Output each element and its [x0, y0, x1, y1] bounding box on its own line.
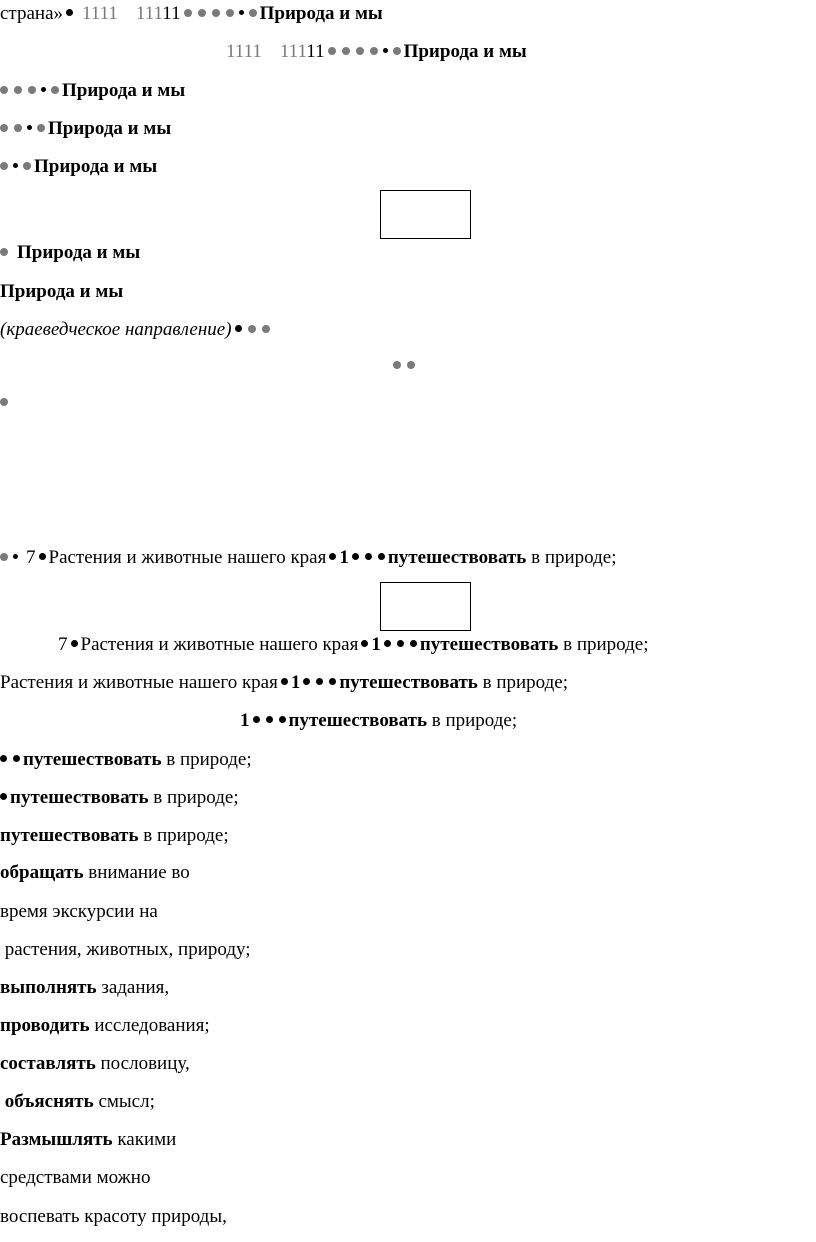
verb: объяснять: [0, 1091, 94, 1112]
line-dot-single: [0, 391, 11, 415]
bullet-black-icon: [71, 640, 78, 647]
verb: путешествовать: [339, 672, 478, 693]
title-priroda: Природа и мы: [259, 3, 383, 24]
verb-rest: смысл;: [93, 1091, 155, 1112]
hours-count: 1: [290, 672, 301, 693]
line-20: [0, 1014, 210, 1038]
body-text: растения, животных, природу;: [0, 939, 251, 960]
text-strana: страна»: [0, 3, 64, 24]
bullet-gray-icon: [226, 9, 234, 17]
body-text: время экскурсии на: [0, 901, 158, 922]
title-priroda: Природа и мы: [48, 118, 172, 139]
topic-text: Растения и животные нашего края: [80, 634, 359, 655]
bullet-black-icon: [378, 553, 385, 560]
bullet-black-small-icon: [239, 10, 244, 15]
bullet-gray-icon: [212, 9, 220, 17]
line-15: [0, 824, 229, 848]
number-111: 111: [279, 41, 307, 62]
bullet-black-icon: [266, 716, 273, 723]
verb: путешествовать: [0, 825, 139, 846]
verb-rest: в природе;: [148, 787, 239, 808]
topic-text: Растения и животные нашего края: [0, 672, 278, 693]
lesson-number: 7: [26, 547, 36, 568]
bullet-black-small-icon: [383, 48, 388, 53]
verb-rest: в природе;: [558, 634, 649, 655]
bullet-gray-icon: [0, 162, 8, 170]
number-1111: 1111: [82, 3, 118, 24]
bullet-gray-icon: [0, 86, 8, 94]
title-priroda: Природа и мы: [403, 41, 527, 62]
bullet-gray-icon: [262, 325, 270, 333]
line-4: [0, 117, 171, 141]
bullet-gray-icon: [0, 398, 8, 406]
bullet-gray-icon: [14, 124, 22, 132]
line-16: [0, 861, 190, 885]
title-priroda: Природа и мы: [62, 80, 186, 101]
number-11: 11: [162, 3, 181, 24]
verb: выполнять: [0, 977, 97, 998]
line-1: [0, 2, 383, 26]
bullet-gray-icon: [198, 9, 206, 17]
bullet-gray-icon: [370, 47, 378, 55]
bullet-gray-icon: [356, 47, 364, 55]
body-text: воспевать красоту природы,: [0, 1206, 227, 1227]
bullet-black-icon: [13, 755, 20, 762]
line-17: [0, 900, 158, 924]
verb: путешествовать: [387, 547, 527, 568]
bullet-gray-icon: [37, 124, 45, 132]
lesson-number: 7: [58, 634, 68, 655]
verb: Размышлять: [0, 1129, 113, 1150]
bullet-gray-icon: [184, 9, 192, 17]
bullet-black-small-icon: [13, 554, 18, 559]
bullet-black-icon: [66, 9, 73, 16]
bullet-black-icon: [410, 640, 417, 647]
bullet-black-small-icon: [41, 87, 46, 92]
bullet-black-icon: [329, 553, 336, 560]
verb: путешествовать: [288, 710, 427, 731]
bullet-gray-icon: [407, 361, 415, 369]
subtitle-kraeved: (краеведческое направление): [0, 319, 232, 340]
bullet-black-icon: [329, 678, 336, 685]
verb-rest: в природе;: [477, 672, 568, 693]
verb-rest: в природе;: [526, 547, 617, 568]
line-18: [0, 938, 251, 962]
bullet-gray-icon: [28, 86, 36, 94]
bullet-gray-icon: [328, 47, 336, 55]
number-111: 111: [135, 3, 163, 24]
bullet-gray-icon: [0, 553, 8, 561]
title-priroda: Природа и мы: [17, 242, 141, 263]
bullet-gray-icon: [342, 47, 350, 55]
bullet-gray-icon: [51, 86, 59, 94]
bullet-black-icon: [281, 678, 288, 685]
number-11: 11: [306, 41, 325, 62]
line-13: [0, 748, 252, 772]
line-24: [0, 1166, 150, 1190]
bullet-gray-icon: [14, 86, 22, 94]
bullet-gray-icon: [393, 47, 401, 55]
body-text: средствами можно: [0, 1167, 151, 1188]
bullet-black-icon: [397, 640, 404, 647]
verb: путешествовать: [23, 749, 162, 770]
verb-rest: какими: [112, 1129, 177, 1150]
line-10: [58, 633, 649, 657]
line-7: [0, 280, 123, 304]
verb-rest: задания,: [96, 977, 170, 998]
title-priroda: Природа и мы: [34, 156, 158, 177]
topic-text: Растения и животные нашего края: [48, 547, 327, 568]
bullet-gray-icon: [393, 361, 401, 369]
bullet-gray-icon: [248, 325, 256, 333]
line-25: [0, 1205, 227, 1229]
line-21: [0, 1052, 190, 1076]
bullet-black-icon: [0, 793, 7, 800]
bullet-black-small-icon: [27, 125, 32, 130]
bullet-gray-icon: [0, 124, 8, 132]
bullet-gray-icon: [0, 248, 8, 256]
bullet-black-icon: [253, 716, 260, 723]
line-dots-center: [390, 354, 418, 378]
line-3: [0, 79, 185, 103]
bullet-black-icon: [365, 553, 372, 560]
verb-rest: в природе;: [161, 749, 252, 770]
line-22: [0, 1090, 155, 1114]
bullet-gray-icon: [249, 9, 257, 17]
verb: путешествовать: [419, 634, 559, 655]
bullet-black-icon: [0, 755, 7, 762]
number-1111: 1111: [226, 41, 262, 62]
line-6: [0, 241, 140, 265]
verb: путешествовать: [10, 787, 149, 808]
title-priroda: Природа и мы: [0, 281, 124, 302]
bullet-black-icon: [352, 553, 359, 560]
bullet-black-icon: [361, 640, 368, 647]
line-19: [0, 976, 169, 1000]
bullet-black-icon: [384, 640, 391, 647]
bullet-black-icon: [39, 553, 46, 560]
verb-rest: в природе;: [427, 710, 518, 731]
empty-frame: [380, 190, 471, 239]
verb-rest: исследования;: [89, 1015, 210, 1036]
empty-frame: [380, 582, 471, 631]
line-12: [240, 709, 517, 733]
bullet-gray-icon: [23, 162, 31, 170]
hours-count: 1: [240, 710, 250, 731]
bullet-black-small-icon: [13, 163, 18, 168]
hours-count: 1: [339, 547, 349, 568]
verb: проводить: [0, 1015, 90, 1036]
line-14: [0, 786, 239, 810]
verb: составлять: [0, 1053, 96, 1074]
verb-rest: пословицу,: [95, 1053, 190, 1074]
verb-rest: внимание во: [83, 862, 190, 883]
line-8: [0, 318, 273, 342]
verb-rest: в природе;: [138, 825, 229, 846]
verb: обращать: [0, 862, 84, 883]
line-2: [226, 40, 527, 64]
bullet-black-icon: [303, 678, 310, 685]
hours-count: 1: [371, 634, 381, 655]
bullet-black-icon: [235, 325, 242, 332]
line-9: [0, 546, 617, 570]
line-11: [0, 671, 568, 695]
bullet-black-icon: [316, 678, 323, 685]
bullet-black-icon: [279, 716, 286, 723]
line-5: [0, 155, 157, 179]
line-23: [0, 1128, 176, 1152]
